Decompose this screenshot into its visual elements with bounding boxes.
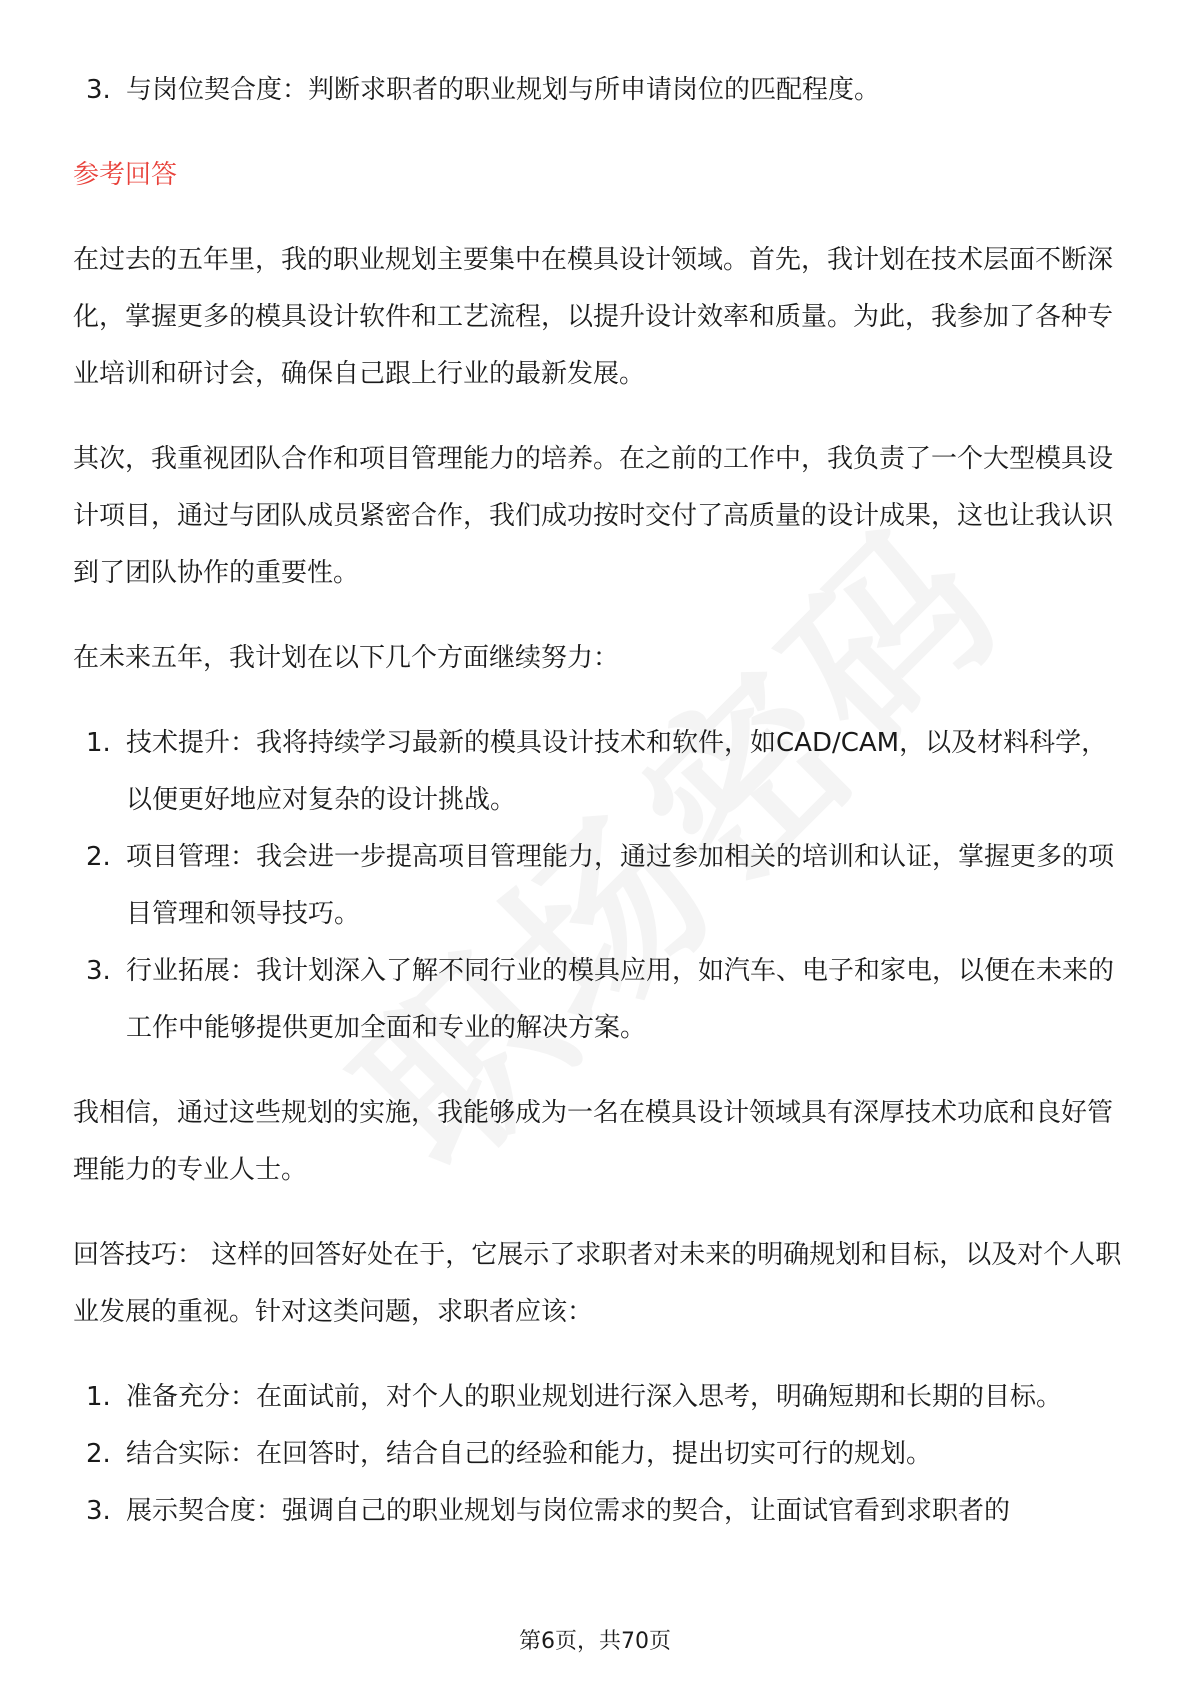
intro-list — [73, 62, 1123, 119]
paragraph: 我相信，通过这些规划的实施，我能够成为一名在模具设计领域具有深厚技术功底和良好管理能力的专业人士。 — [73, 1098, 1114, 1185]
list-number: 3. — [86, 956, 111, 986]
list-item — [73, 715, 1123, 829]
list-text: 准备充分：在面试前，对个人的职业规划进行深入思考，明确短期和长期的目标。 — [126, 1382, 1063, 1412]
section-heading: 参考回答 — [73, 160, 178, 190]
list-text: 与岗位契合度：判断求职者的职业规划与所申请岗位的匹配程度。 — [126, 75, 881, 105]
paragraph: 在过去的五年里，我的职业规划主要集中在模具设计领域。首先，我计划在技术层面不断深化，掌握更多的模具设计软件和工艺流程，以提升设计效率和质量。为此，我参加了各种专业培训和研讨会，确保自己跟上行业的最新发展。 — [73, 245, 1114, 389]
list-text: 结合实际：在回答时，结合自己的经验和能力，提出切实可行的规划。 — [126, 1439, 933, 1469]
list-number: 2. — [86, 842, 111, 872]
list-number: 1. — [86, 1382, 111, 1412]
list-number: 2. — [86, 1439, 111, 1469]
list-text: 展示契合度：强调自己的职业规划与岗位需求的契合，让面试官看到求职者的 — [126, 1496, 1011, 1526]
plan-list — [73, 715, 1123, 1057]
list-number: 3. — [86, 75, 111, 105]
tips-list — [73, 1369, 1123, 1540]
list-number: 3. — [86, 1496, 111, 1526]
list-item — [73, 1426, 1123, 1483]
page-number-footer: 第6页，共70页 — [519, 1629, 671, 1654]
list-item — [73, 829, 1123, 943]
paragraph: 在未来五年，我计划在以下几个方面继续努力： — [73, 643, 620, 673]
page-content — [73, 62, 1123, 1568]
list-text: 技术提升：我将持续学习最新的模具设计技术和软件，如CAD/CAM，以及材料科学，以便更好地应对复杂的设计挑战。 — [126, 728, 1108, 815]
list-item — [73, 62, 1123, 119]
list-text: 项目管理：我会进一步提高项目管理能力，通过参加相关的培训和认证，掌握更多的项目管理和领导技巧。 — [126, 842, 1115, 929]
list-item — [73, 1483, 1123, 1540]
paragraph: 其次，我重视团队合作和项目管理能力的培养。在之前的工作中，我负责了一个大型模具设计项目，通过与团队成员紧密合作，我们成功按时交付了高质量的设计成果，这也让我认识到了团队协作的重要性。 — [73, 444, 1114, 588]
list-item — [73, 943, 1123, 1057]
list-text: 行业拓展：我计划深入了解不同行业的模具应用，如汽车、电子和家电，以便在未来的工作中能够提供更加全面和专业的解决方案。 — [126, 956, 1115, 1043]
paragraph: 回答技巧： 这样的回答好处在于，它展示了求职者对未来的明确规划和目标，以及对个人职业发展的重视。针对这类问题，求职者应该： — [73, 1240, 1122, 1327]
list-number: 1. — [86, 728, 111, 758]
list-item — [73, 1369, 1123, 1426]
